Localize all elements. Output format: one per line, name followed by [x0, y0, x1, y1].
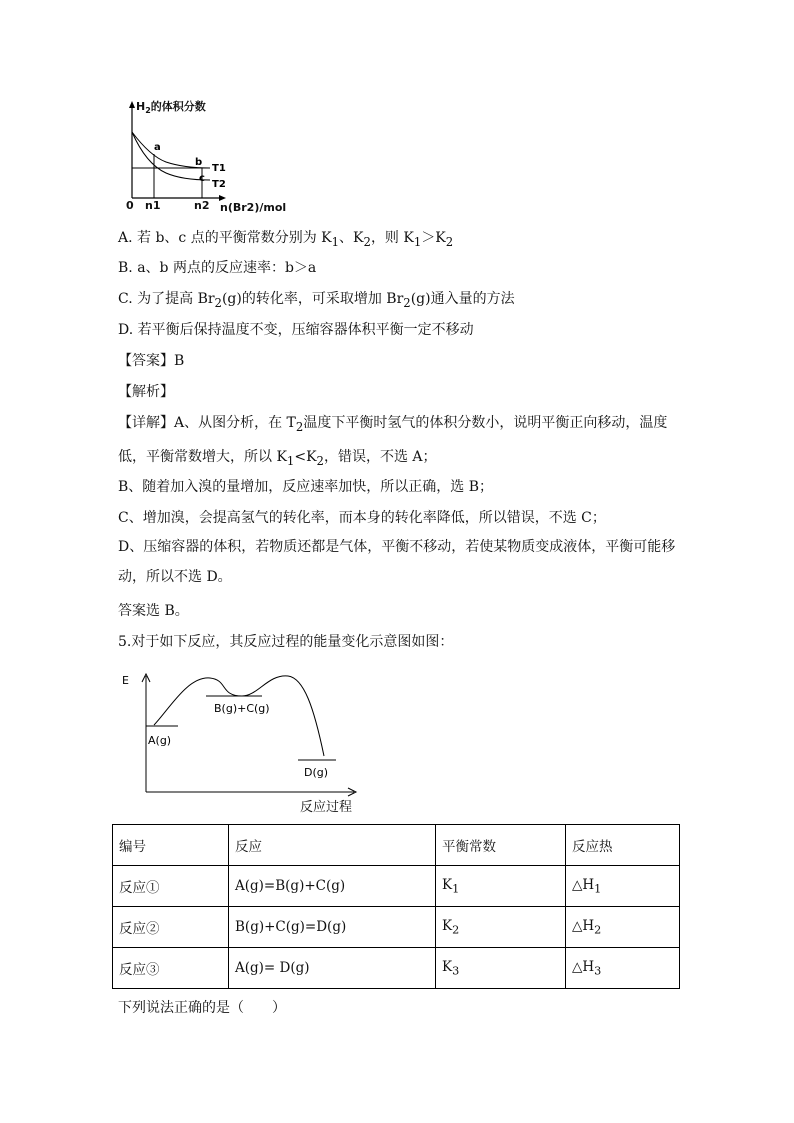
- option-c: C. 为了提高 $Br_2(g)$的转化率，可采取增加 $Br_2(g)$通入量的方法: [118, 291, 515, 310]
- row-k: $K_2$: [436, 907, 566, 948]
- option-a: A. 若 b、c 点的平衡常数分别为 $K_1$、$K_2$，则 $K_1>K_2$: [118, 230, 454, 249]
- detail-c: C、增加溴，会提高氢气的转化率，而本身的转化率降低，所以错误，不选 C；: [118, 510, 606, 526]
- row-h: $\triangle H_3$: [566, 948, 680, 989]
- table-row: [113, 948, 680, 989]
- graph1-n1: n1: [145, 199, 161, 212]
- detail-b: B、随着加入溴的量增加，反应速率加快，所以正确，选 B；: [118, 479, 494, 495]
- graph1-xlabel: n(Br2)/mol: [220, 201, 287, 214]
- row-reaction: A(g)=B(g)+C(g): [229, 866, 436, 907]
- analysis-title: 【解析】: [118, 384, 174, 400]
- option-d: D. 若平衡后保持温度不变，压缩容器体积平衡一定不移动: [118, 322, 474, 338]
- point-a-label: a: [154, 142, 161, 153]
- row-reaction: A(g)= D(g): [229, 948, 436, 989]
- energy-xlabel: 反应过程: [300, 800, 353, 815]
- header-reaction: 反应: [229, 825, 436, 866]
- detail-conclusion: 答案选 B。: [118, 603, 189, 619]
- question-5: 5.对于如下反应，其反应过程的能量变化示意图如图：: [118, 634, 454, 650]
- row-id: 反应①: [113, 866, 229, 907]
- point-b-label: b: [195, 157, 203, 168]
- graph1-n2: n2: [194, 199, 210, 212]
- row-h: $\triangle H_1$: [566, 866, 680, 907]
- header-k: 平衡常数: [436, 825, 566, 866]
- table-row: [113, 907, 680, 948]
- row-h: $\triangle H_2$: [566, 907, 680, 948]
- row-id: 反应②: [113, 907, 229, 948]
- row-k: $K_1$: [436, 866, 566, 907]
- question-prompt: 下列说法正确的是（ ）: [118, 1000, 286, 1016]
- y-axis-arrow: [129, 101, 135, 108]
- energy-curve: [154, 676, 324, 756]
- reaction-table: [112, 824, 680, 989]
- header-h: 反应热: [566, 825, 680, 866]
- e-label: E: [122, 674, 129, 687]
- detail-d: D、压缩容器的体积，若物质还都是气体，平衡不移动，若使某物质变成液体，平衡可能移动，所以不选 D。: [118, 539, 676, 585]
- row-id: 反应③: [113, 948, 229, 989]
- header-id: 编号: [113, 825, 229, 866]
- row-reaction: B(g)+C(g)=D(g): [229, 907, 436, 948]
- graph1-ylabel: $H_2$的体积分数: [136, 100, 206, 116]
- t2-label: T2: [212, 179, 226, 190]
- label-d: D(g): [304, 766, 329, 779]
- table-header-row: [113, 825, 680, 866]
- table-row: [113, 866, 680, 907]
- point-c-label: c: [199, 173, 205, 184]
- label-a: A(g): [148, 734, 172, 747]
- t1-label: T1: [212, 163, 226, 174]
- option-b: B. a、b 两点的反应速率：b＞a: [118, 260, 317, 276]
- graph1-origin: 0: [126, 199, 134, 212]
- label-bc: B(g)+C(g): [214, 702, 270, 715]
- answer: 【答案】B: [118, 353, 185, 369]
- row-k: $K_3$: [436, 948, 566, 989]
- detail-a: 【详解】A、从图分析，在 $T_2$温度下平衡时氢气的体积分数小，说明平衡正向移动，温度低，平衡常数增大，所以 $K_1<K_2$，错误，不选 A；: [118, 415, 668, 468]
